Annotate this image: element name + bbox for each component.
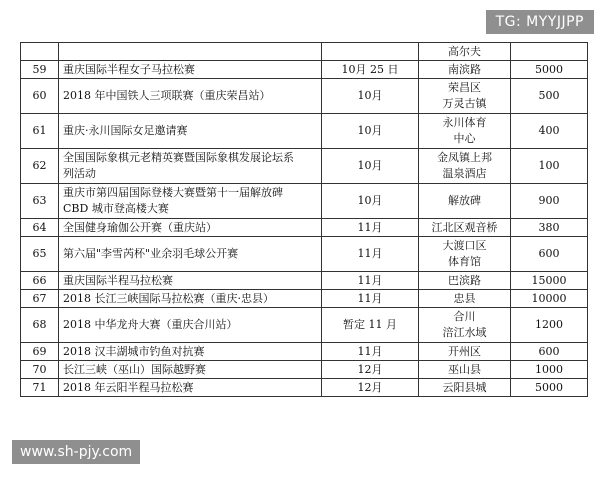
row-number-cell: 60 [21, 79, 59, 114]
row-number-cell: 62 [21, 149, 59, 184]
event-venue-cell: 云阳县城 [419, 379, 511, 397]
event-venue-cell: 金凤镇上邦 温泉酒店 [419, 149, 511, 184]
event-date-cell: 12月 [322, 361, 419, 379]
event-name-cell: 长江三峡（巫山）国际越野赛 [59, 361, 322, 379]
event-scale-cell: 400 [511, 114, 588, 149]
event-name-cell: 第六届"李雪芮杯"业余羽毛球公开赛 [59, 237, 322, 272]
event-scale-cell: 100 [511, 149, 588, 184]
event-scale-cell: 600 [511, 343, 588, 361]
event-venue-cell: 开州区 [419, 343, 511, 361]
event-scale-cell: 1200 [511, 308, 588, 343]
event-date-cell: 11月 [322, 219, 419, 237]
event-name-cell: 重庆国际半程女子马拉松赛 [59, 61, 322, 79]
table-row [21, 184, 588, 219]
telegram-watermark: TG: MYYJJPP [486, 10, 594, 34]
event-venue-cell: 荣昌区 万灵古镇 [419, 79, 511, 114]
table-row [21, 272, 588, 290]
row-number-cell: 70 [21, 361, 59, 379]
table-row [21, 361, 588, 379]
event-scale-cell: 5000 [511, 61, 588, 79]
event-scale-cell: 900 [511, 184, 588, 219]
table-row [21, 379, 588, 397]
event-scale-cell [511, 43, 588, 61]
event-venue-cell: 合川 涪江水域 [419, 308, 511, 343]
event-scale-cell: 1000 [511, 361, 588, 379]
event-date-cell: 10月 [322, 184, 419, 219]
event-date-cell: 12月 [322, 379, 419, 397]
event-scale-cell: 500 [511, 79, 588, 114]
row-number-cell: 66 [21, 272, 59, 290]
event-date-cell: 10月 [322, 79, 419, 114]
event-scale-cell: 600 [511, 237, 588, 272]
row-number-cell: 61 [21, 114, 59, 149]
event-venue-cell: 大渡口区 体育馆 [419, 237, 511, 272]
row-number-cell: 69 [21, 343, 59, 361]
event-name-cell: 重庆国际半程马拉松赛 [59, 272, 322, 290]
event-name-cell: 2018 汉丰湖城市钓鱼对抗赛 [59, 343, 322, 361]
row-number-cell: 71 [21, 379, 59, 397]
event-date-cell [322, 43, 419, 61]
event-date-cell: 11月 [322, 237, 419, 272]
event-scale-cell: 380 [511, 219, 588, 237]
table-row [21, 237, 588, 272]
event-name-cell: 2018 年中国铁人三项联赛（重庆荣昌站） [59, 79, 322, 114]
row-number-cell [21, 43, 59, 61]
event-date-cell: 10月 [322, 149, 419, 184]
table-row [21, 149, 588, 184]
table-row [21, 43, 588, 61]
event-venue-cell: 巴滨路 [419, 272, 511, 290]
event-venue-cell: 永川体育 中心 [419, 114, 511, 149]
event-name-cell [59, 43, 322, 61]
event-name-cell: 2018 中华龙舟大赛（重庆合川站） [59, 308, 322, 343]
event-date-cell: 11月 [322, 343, 419, 361]
table-row [21, 61, 588, 79]
event-name-cell: 全国国际象棋元老精英赛暨国际象棋发展论坛系 列活动 [59, 149, 322, 184]
row-number-cell: 64 [21, 219, 59, 237]
row-number-cell: 67 [21, 290, 59, 308]
events-table [20, 42, 588, 397]
event-date-cell: 暂定 11 月 [322, 308, 419, 343]
event-venue-cell: 江北区观音桥 [419, 219, 511, 237]
table-row [21, 219, 588, 237]
event-name-cell: 重庆·永川国际女足邀请赛 [59, 114, 322, 149]
event-scale-cell: 10000 [511, 290, 588, 308]
event-name-cell: 2018 长江三峡国际马拉松赛（重庆·忠县） [59, 290, 322, 308]
event-scale-cell: 15000 [511, 272, 588, 290]
row-number-cell: 65 [21, 237, 59, 272]
event-name-cell: 重庆市第四届国际登楼大赛暨第十一届解放碑 CBD 城市登高楼大赛 [59, 184, 322, 219]
table-row [21, 290, 588, 308]
event-venue-cell: 巫山县 [419, 361, 511, 379]
event-date-cell: 10月 25 日 [322, 61, 419, 79]
event-venue-cell: 解放碑 [419, 184, 511, 219]
table-row [21, 79, 588, 114]
event-venue-cell: 南滨路 [419, 61, 511, 79]
events-table-body [21, 43, 588, 397]
row-number-cell: 63 [21, 184, 59, 219]
table-row [21, 114, 588, 149]
event-name-cell: 全国健身瑜伽公开赛（重庆站） [59, 219, 322, 237]
site-watermark: www.sh-pjy.com [12, 440, 140, 464]
table-row [21, 308, 588, 343]
event-venue-cell: 忠县 [419, 290, 511, 308]
row-number-cell: 68 [21, 308, 59, 343]
event-date-cell: 10月 [322, 114, 419, 149]
event-name-cell: 2018 年云阳半程马拉松赛 [59, 379, 322, 397]
row-number-cell: 59 [21, 61, 59, 79]
event-venue-cell: 高尔夫 [419, 43, 511, 61]
event-date-cell: 11月 [322, 290, 419, 308]
table-row [21, 343, 588, 361]
event-scale-cell: 5000 [511, 379, 588, 397]
event-date-cell: 11月 [322, 272, 419, 290]
